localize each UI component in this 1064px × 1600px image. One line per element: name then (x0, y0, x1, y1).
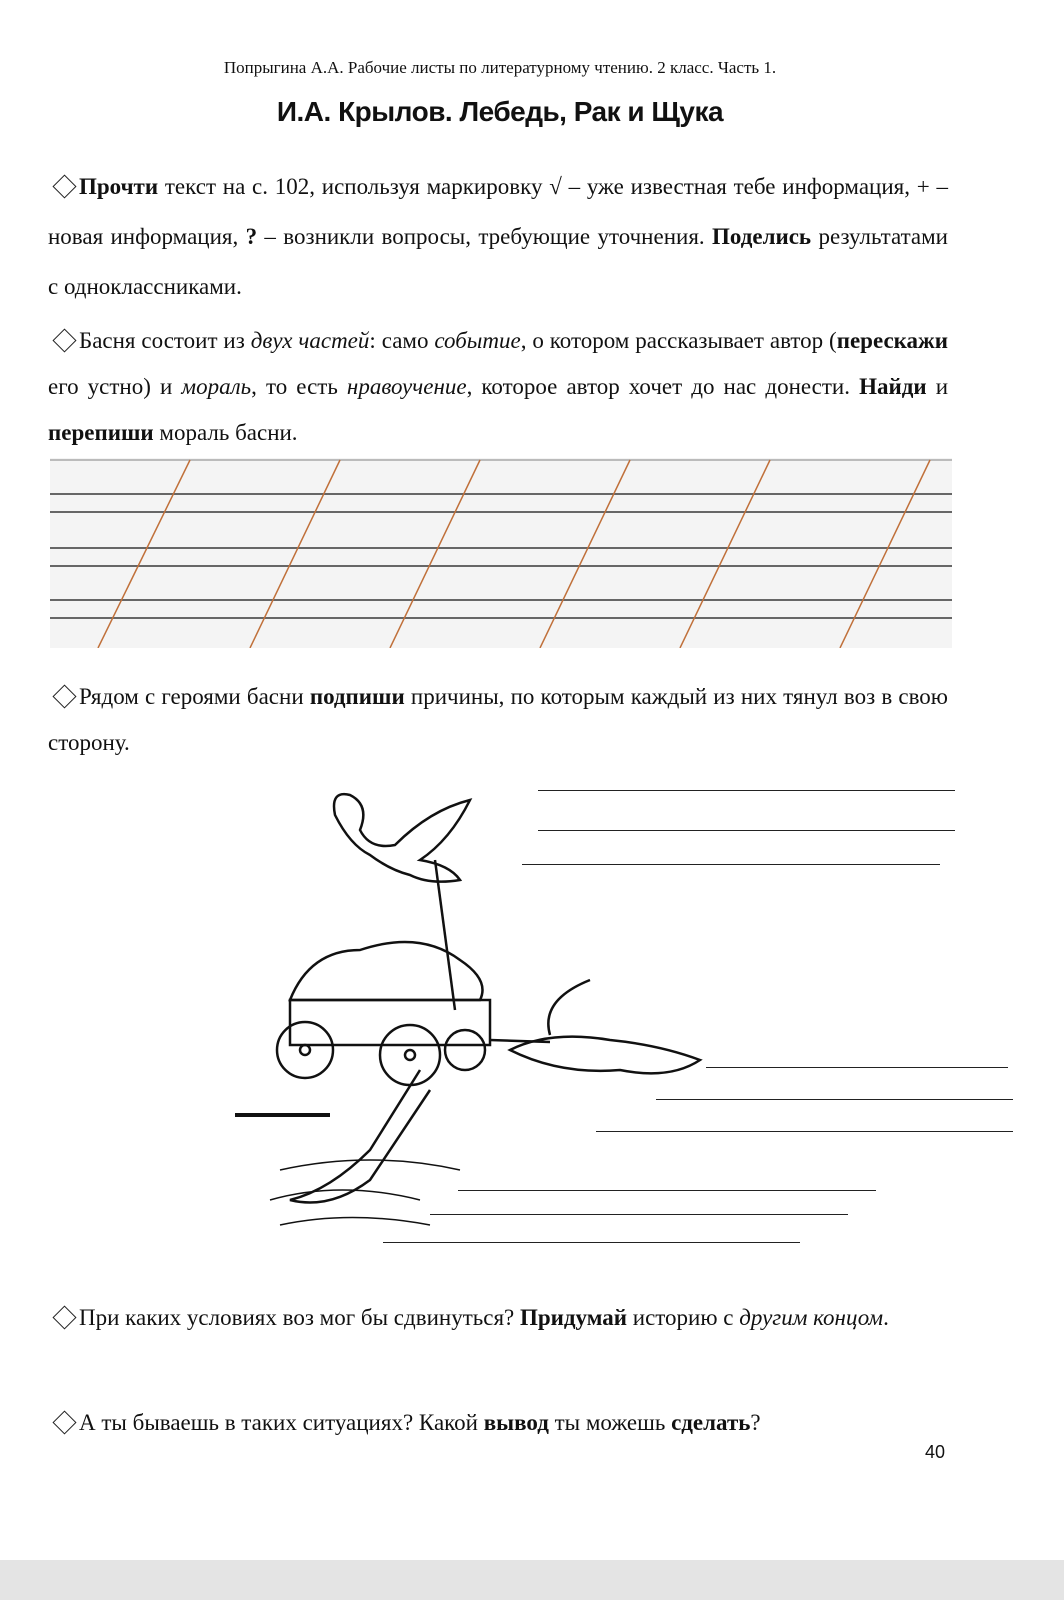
page-header: Попрыгина А.А. Рабочие листы по литературному чтению. 2 класс. Часть 1. (223, 58, 777, 77)
answer-line-swan-3[interactable] (522, 864, 940, 865)
bold-text: Поделись (712, 224, 812, 249)
pike (290, 1070, 430, 1203)
diamond-icon (52, 1306, 76, 1330)
text: результатами с одноклассниками. (48, 224, 948, 299)
text: причины, по которым каждый из них тянул воз в свою сторону. (48, 684, 948, 755)
bold-text: ? (245, 224, 258, 249)
italic-text: событие (434, 328, 521, 353)
bold-text: подпиши (309, 684, 405, 709)
diamond-icon (52, 1411, 76, 1435)
text: : само (369, 328, 435, 353)
text: историю с (627, 1305, 740, 1330)
text: Басня состоит из (79, 328, 251, 353)
bold-text: перескажи (836, 328, 948, 353)
diamond-icon (52, 329, 76, 353)
task-sign-heroes (48, 674, 948, 766)
text: текст на с. 102, используя маркировку √ – уже известная тебе информация, + – новая информация, (48, 174, 948, 249)
text: . (883, 1305, 889, 1330)
italic-text: двух частей (250, 328, 370, 353)
text: А ты бываешь в таких ситуациях? Какой (79, 1410, 484, 1435)
page-number: 40 (925, 1442, 946, 1462)
answer-line-swan-2[interactable] (538, 830, 955, 831)
task-moral (48, 318, 948, 456)
answer-line-pike-3[interactable] (383, 1242, 800, 1243)
answer-line-crayfish-3[interactable] (596, 1131, 1013, 1132)
diamond-icon (52, 685, 76, 709)
text: При каких условиях воз мог бы сдвинуться? (79, 1305, 520, 1330)
text: его устно) и (48, 374, 182, 399)
text: , которое автор хочет до нас донести. (466, 374, 860, 399)
task-read (48, 162, 948, 312)
text: и (926, 374, 949, 399)
task-other-ending (48, 1295, 948, 1341)
fable-illustration (220, 770, 720, 1250)
text: , то есть (251, 374, 347, 399)
italic-text: нравоучение (346, 374, 467, 399)
diamond-icon (52, 175, 76, 199)
swan (334, 794, 470, 882)
task-conclusion (48, 1400, 948, 1446)
text: мораль басни. (153, 420, 298, 445)
answer-line-pike-1[interactable] (458, 1190, 876, 1191)
text: ты можешь (548, 1410, 672, 1435)
italic-text: мораль (181, 374, 252, 399)
text: Рядом с героями басни (79, 684, 310, 709)
bold-text: Прочти (79, 174, 159, 199)
text: , о котором рассказывает автор ( (520, 328, 837, 353)
bold-text: Найди (859, 374, 927, 399)
italic-text: другим концом (739, 1305, 884, 1330)
text: ? (750, 1410, 761, 1435)
answer-line-crayfish-1[interactable] (706, 1067, 1008, 1068)
answer-line-pike-2[interactable] (430, 1214, 848, 1215)
bold-text: перепиши (48, 420, 154, 445)
answer-line-swan-1[interactable] (538, 790, 955, 791)
bold-text: Придумай (519, 1305, 628, 1330)
handwriting-lines[interactable] (50, 458, 952, 648)
bold-text: вывод (483, 1410, 549, 1435)
answer-line-crayfish-2[interactable] (656, 1099, 1013, 1100)
ruled-lines-graphic (50, 458, 952, 648)
viewer-bottom-bar (0, 1560, 1064, 1600)
text: – возникли вопросы, требующие уточнения. (257, 224, 712, 249)
page-title: И.А. Крылов. Лебедь, Рак и Щука (276, 96, 724, 127)
bold-text: сделать (671, 1410, 751, 1435)
